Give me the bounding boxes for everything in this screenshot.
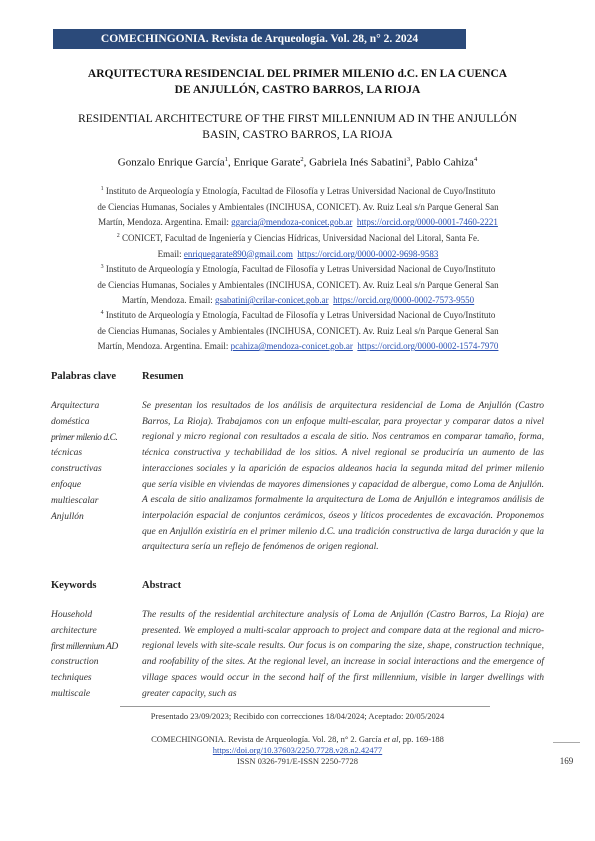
affil-email-label: Martín, Mendoza. Argentina. Email: (98, 217, 229, 227)
affil-marker: 1 (100, 186, 104, 192)
orcid-link[interactable]: https://orcid.org/0000-0002-1574-7970 (357, 341, 499, 351)
issn-line: ISSN 0326-791/E-ISSN 2250-7728 (237, 756, 358, 766)
author-name: Pablo Cahiza (415, 156, 474, 169)
keyword-item: first millennium AD (51, 641, 118, 652)
affil-line: de Ciencias Humanas, Sociales y Ambientales (INCIHUSA, CONICET). Av. Ruiz Leal s/n Parque General San (97, 201, 499, 212)
article-title-en (60, 111, 535, 143)
author-affil-marker: 2 (300, 156, 304, 163)
title-es-line: ARQUITECTURA RESIDENCIAL DEL PRIMER MILENIO d.C. EN LA CUENCA (87, 68, 508, 80)
keyword-item: Household (51, 610, 93, 620)
submission-dates: Presentado 23/09/2023; Recibido con correcciones 18/04/2024; Aceptado: 20/05/2024 (150, 711, 445, 721)
author-name: Gonzalo Enrique García (117, 156, 225, 169)
orcid-link[interactable]: https://orcid.org/0000-0001-7460-2221 (356, 217, 498, 227)
keyword-item: doméstica (51, 416, 90, 427)
title-en-line: BASIN, CASTRO BARROS, LA RIOJA (202, 129, 393, 141)
affil-line: Instituto de Arqueología y Etnología, Facultad de Filosofía y Letras Universidad Nacional de Cuyo/Instituto (105, 264, 496, 274)
abstract-text-en: The results of the residential architecture analysis of Loma de Anjullón (Castro Barros, La Rioja) are presented. We employed a multi-scalar approach to project and compare data at the regional and micro-regional levels with site-scale results. Our focus is on comparing the size, shape, construction technique, and roofability of the sites. At the regional level, an increase in social interactions and the emergence of village spaces would occur in the second half of the first millennium, visible in larger dwellings with greater capacity, such as (142, 610, 544, 699)
keyword-item: Arquitectura (51, 401, 100, 411)
citation-line: COMECHINGONIA. Revista de Arqueología. Vol. 28, n° 2. García et al, pp. 169-188 (151, 734, 444, 744)
author-list: Gonzalo Enrique García$^1$, Enrique Garate$^2$, Gabriela Inés Sabatini$^3$, Pablo Cahiza$^4$ (117, 156, 478, 169)
email-link[interactable]: ggarcia@mendoza-conicet.gob.ar (231, 217, 353, 227)
abstract-text-es: Se presentan los resultados de los análisis de arquitectura residencial de Loma de Anjullón (Castro Barros, La Rioja). Trabajamos con un enfoque multi-escalar, para proyectar y comparar datos a nivel regional y micro regional con resultados a escala de sitio. Nos centramos en comparar tamaño, forma, técnica constructiva y techabilidad de los sitios. A nivel regional se produciría un aumento de las interacciones sociales y la aparición de espacios aldeanos hacia la segunda mitad del primer milenio que sería visible en viviendas de mayores dimensiones y capacidad de albergue, como Loma de Anjullón. A escala de sitio analizamos formalmente la arquitectura de Loma de Anjullón e integramos análisis de interpolación espacial de conjuntos cerámicos, óseos y líticos procedentes de excavación. Proponemos que en Anjullón existiría en el primer milenio d.C. una tradición constructiva de larga duración y que la arquitectura sería un reflejo de fenómenos de origen regional. (142, 401, 544, 553)
author-affil-marker: 1 (224, 156, 228, 163)
affil-line: de Ciencias Humanas, Sociales y Ambientales (INCIHUSA, CONICET). Av. Ruiz Leal s/n Parque General San (97, 325, 499, 336)
keyword-list-en (51, 608, 137, 703)
affil-line: Instituto de Arqueología y Etnología, Facultad de Filosofía y Letras Universidad Nacional de Cuyo/Instituto (105, 310, 496, 320)
page-number: 169 (559, 756, 574, 766)
author-affil-marker: 4 (473, 156, 478, 163)
journal-banner: COMECHINGONIA. Revista de Arqueología. Vol. 28, n° 2. 2024 (53, 29, 466, 49)
orcid-link[interactable]: https://orcid.org/0000-0002-9698-9583 (297, 248, 439, 259)
affil-line: de Ciencias Humanas, Sociales y Ambientales (INCIHUSA, CONICET). Av. Ruiz Leal s/n Parque General San (97, 279, 499, 290)
author-name: Gabriela Inés Sabatini (309, 156, 407, 169)
keyword-item: primer milenio d.C. (51, 432, 118, 443)
title-es-line: DE ANJULLÓN, CASTRO BARROS, LA RIOJA (174, 84, 421, 96)
affil-email-label: Martín, Mendoza. Argentina. Email: (97, 341, 229, 351)
abstract-heading-en: Abstract (142, 580, 182, 591)
email-link[interactable]: pcahiza@mendoza-conicet.gob.ar (230, 341, 353, 351)
affiliation-4 (48, 306, 548, 355)
footer-divider (120, 706, 490, 707)
keyword-item: enfoque (51, 479, 82, 490)
title-en-line: RESIDENTIAL ARCHITECTURE OF THE FIRST MILLENNIUM AD IN THE ANJULLÓN (78, 113, 517, 125)
affil-email-label: Email: (157, 248, 182, 259)
article-title-es (60, 66, 535, 98)
author-affil-marker: 3 (406, 156, 411, 163)
author-name: Enrique Garate (233, 156, 301, 169)
orcid-link[interactable]: https://orcid.org/0000-0002-7573-9550 (333, 295, 475, 305)
keyword-item: constructivas (51, 464, 102, 475)
keywords-heading-es: Palabras clave (51, 371, 117, 382)
page-number-divider (553, 742, 580, 743)
abstract-heading-es: Resumen (142, 371, 184, 382)
keyword-item: multiescalar (51, 495, 99, 506)
keyword-list-es (51, 399, 137, 525)
affiliation-1 (48, 182, 548, 231)
keyword-item: Anjullón (51, 511, 84, 522)
affiliation-2 (48, 229, 548, 262)
affil-marker: 4 (100, 310, 104, 316)
affil-line: CONICET, Facultad de Ingeniería y Ciencias Hídricas, Universidad Nacional del Litoral, Santa Fe. (122, 233, 480, 243)
affil-marker: 3 (100, 264, 104, 270)
doi-link[interactable]: https://doi.org/10.37603/2250.7728.v28.n2.42477 (212, 745, 383, 755)
affil-marker: 2 (116, 233, 120, 239)
email-link[interactable]: gsabatini@crilar-conicet.gob.ar (215, 295, 329, 305)
citation-footer (100, 734, 495, 767)
affil-line: Instituto de Arqueología y Etnología, Facultad de Filosofía y Letras Universidad Nacional de Cuyo/Instituto (105, 186, 496, 196)
keyword-item: multiscale (51, 688, 91, 699)
keyword-item: construction (51, 657, 99, 668)
keyword-item: architecture (51, 625, 97, 636)
keywords-heading-en: Keywords (51, 580, 97, 591)
keyword-item: técnicas (51, 448, 83, 459)
affiliation-3 (48, 260, 548, 309)
keyword-item: techniques (51, 673, 92, 684)
email-link[interactable]: enriquegarate890@gmail.com (183, 248, 293, 259)
affil-email-label: Martín, Mendoza. Email: (121, 295, 213, 305)
